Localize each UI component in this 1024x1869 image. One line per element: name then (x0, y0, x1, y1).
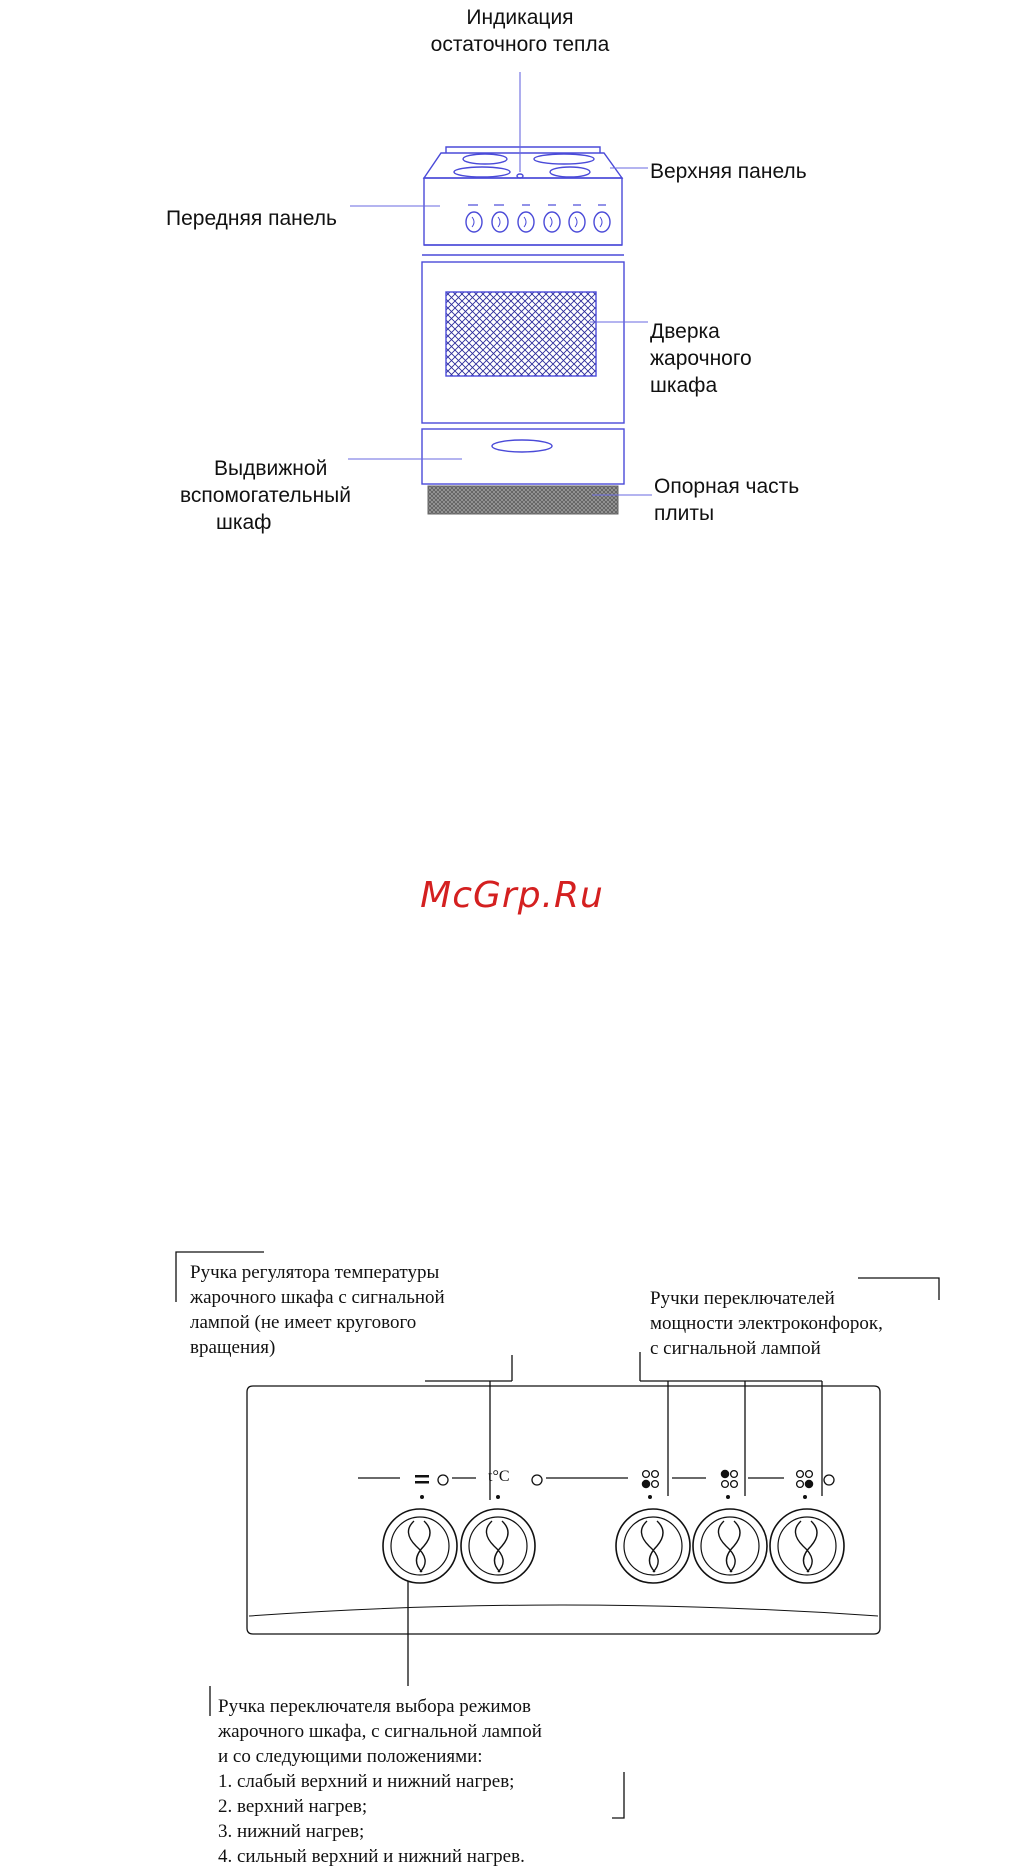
label-front-panel: Передняя панель (166, 207, 337, 230)
thermostat-knob (461, 1509, 535, 1583)
hotplate-symbol-icon-1 (642, 1471, 658, 1488)
hotplate-knob-3 (770, 1509, 844, 1583)
hotplate-knob-1 (616, 1509, 690, 1583)
temperature-symbol: t°C (488, 1468, 510, 1485)
mode-symbol-icon (415, 1475, 429, 1478)
panel-knobs (383, 1509, 844, 1583)
stove-drawer (422, 429, 624, 484)
stove-top-panel (424, 147, 622, 178)
drawer-handle (492, 440, 552, 452)
callout-hotplates: Ручки переключателей мощности электроконфорок, с сигнальной лампой (650, 1288, 883, 1359)
label-drawer: Выдвижной вспомогательный шкаф (180, 457, 351, 534)
panel-symbols (415, 1470, 834, 1487)
hotplate-symbol-icon-3 (797, 1471, 813, 1488)
thermostat-lamp-icon (532, 1475, 542, 1485)
leader-lines (348, 72, 652, 495)
stove-knobs (466, 212, 610, 232)
control-panel-outline (247, 1386, 880, 1634)
label-residual-heat: Индикация остаточного тепла (430, 6, 610, 56)
label-oven-door: Дверка жарочного шкафа (650, 320, 752, 397)
mode-lamp-icon (438, 1475, 448, 1485)
callout-mode-selector: Ручка переключателя выбора режимов жарочного шкафа, с сигнальной лампой и со следующими положениями: 1. слабый верхний и нижний нагрев; 2. верхний нагрев; 3. нижний нагрев; 4. сильный верхний и нижний нагрев. (218, 1696, 542, 1867)
stove-oven-door (422, 255, 624, 423)
hotplate-knob-2 (693, 1509, 767, 1583)
callout-thermostat: Ручка регулятора температуры жарочного шкафа с сигнальной лампой (не имеет кругового вращения) (190, 1262, 445, 1358)
label-top-panel: Верхняя панель (650, 160, 807, 183)
stove-base (428, 486, 618, 514)
label-base: Опорная часть плиты (654, 475, 800, 525)
watermark: McGrp.Ru (420, 875, 604, 916)
mode-selector-knob (383, 1509, 457, 1583)
hotplate-symbol-icon-2 (721, 1470, 737, 1487)
hotplate-lamp-icon (824, 1475, 834, 1485)
oven-window (446, 292, 596, 376)
stove-front-panel (424, 178, 622, 245)
stove-diagram (0, 0, 1024, 560)
